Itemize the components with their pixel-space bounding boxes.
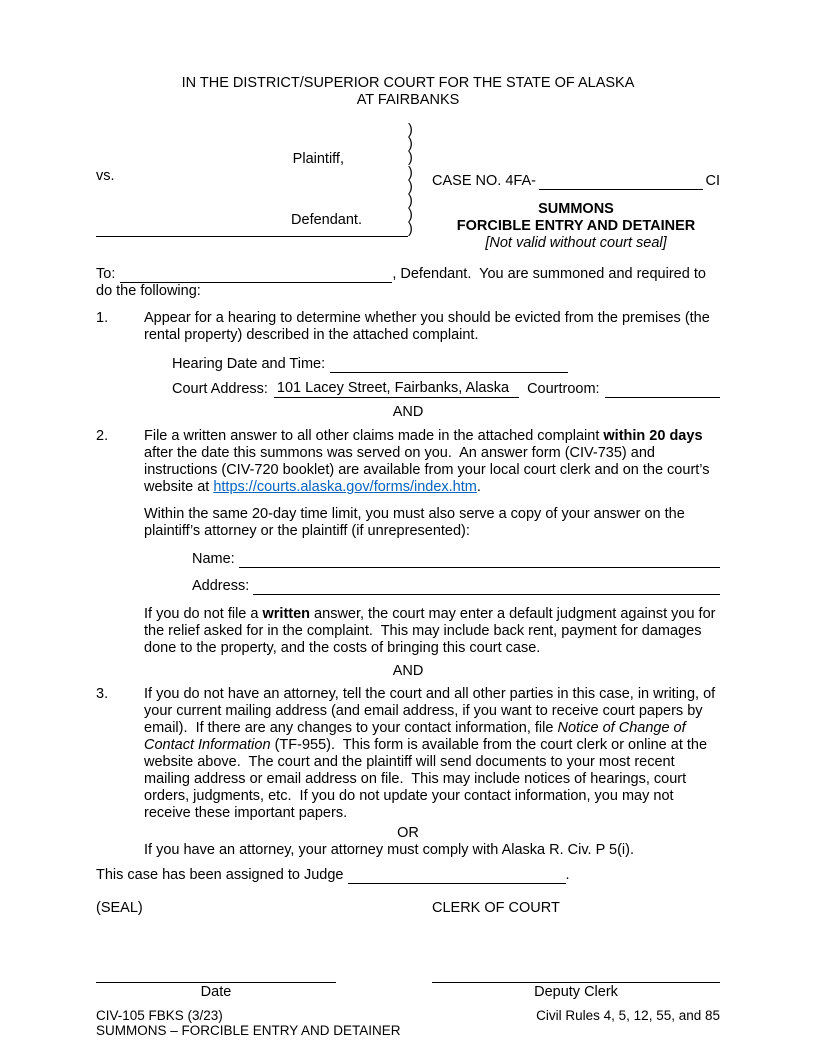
paren-glyph: ) — [408, 150, 413, 167]
item-2-number: 2. — [96, 428, 109, 444]
to-defendant-line — [96, 266, 720, 300]
judge-line-text: This case has been assigned to Judge — [96, 867, 348, 883]
item-3-number: 3. — [96, 686, 109, 702]
caption-paren-divider — [408, 123, 424, 252]
signature-row — [96, 982, 720, 1001]
summons-item-1 — [96, 310, 720, 398]
form-title: SUMMONS – FORCIBLE ENTRY AND DETAINER — [96, 1023, 401, 1038]
date-signature-line — [96, 982, 336, 1001]
caption-right-column — [424, 123, 720, 252]
summons-item-3 — [96, 686, 720, 822]
summons-item-2 — [96, 428, 720, 657]
seal-clerk-row — [96, 900, 720, 917]
deputy-clerk-label: Deputy Clerk — [534, 984, 618, 1000]
item-2-text — [144, 428, 720, 496]
defendant-name-blank — [120, 267, 392, 283]
item-1-text: Appear for a hearing to determine whether you should be evicted from the premises (the rental property) described in the attached complaint. — [144, 310, 714, 343]
hearing-date-row — [172, 356, 720, 373]
item-3-text-1: If you do not have an attorney, tell the court and all other parties in this case, in writing, of your current mailing address (and email address, if you want to receive court papers by email). If there are any changes to your contact information, file — [144, 686, 720, 736]
date-label: Date — [200, 984, 232, 1000]
form-meta-row — [96, 1008, 720, 1023]
case-number-suffix: CI — [705, 173, 720, 189]
case-number-row — [432, 173, 720, 190]
default-judgment-paragraph — [144, 606, 720, 657]
and-divider-1: AND — [392, 404, 424, 420]
civil-rules-reference: Civil Rules 4, 5, 12, 55, and 85 — [536, 1008, 720, 1023]
item-3-text — [144, 686, 720, 822]
document-subtitle: FORCIBLE ENTRY AND DETAINER — [456, 218, 696, 234]
and-divider-2: AND — [392, 663, 424, 679]
attorney-compliance-line: If you have an attorney, your attorney must comply with Alaska R. Civ. P 5(i). — [144, 842, 634, 858]
default-text-1: If you do not file a — [144, 606, 263, 622]
answer-address-row — [192, 578, 720, 595]
answer-address-blank — [253, 579, 720, 595]
court-address-value: 101 Lacey Street, Fairbanks, Alaska — [274, 380, 519, 398]
judge-name-blank — [348, 868, 566, 884]
or-divider: OR — [397, 825, 419, 841]
case-number-blank — [539, 174, 703, 190]
serve-answer-paragraph: Within the same 20-day time limit, you must also serve a copy of your answer on the plaintiff’s attorney or the plaintiff (if unrepresented): — [144, 506, 689, 539]
default-text-2: answer, the court may enter a default judgment against you for the relief asked for in the complaint. This may include back rent, payment for damages done to the property, and the costs of bringing this court case. — [144, 606, 720, 656]
answer-name-blank — [239, 552, 720, 568]
document-title: SUMMONS — [538, 201, 614, 217]
item-1-number: 1. — [96, 310, 109, 326]
paren-glyph: ) — [408, 221, 413, 238]
answer-address-label: Address: — [192, 578, 250, 594]
deputy-clerk-signature-line — [432, 982, 720, 1001]
courtroom-label: Courtroom: — [527, 381, 600, 397]
item-2-text-3: . — [476, 479, 481, 495]
court-address-row — [172, 380, 720, 398]
judge-assignment-line — [96, 867, 720, 884]
paren-glyph: ) — [408, 207, 413, 224]
clerk-of-court-label: CLERK OF COURT — [432, 900, 560, 916]
plaintiff-label: Plaintiff, — [292, 151, 344, 167]
court-header — [96, 75, 720, 109]
hearing-date-label: Hearing Date and Time: — [172, 356, 326, 372]
court-address-label: Court Address: — [172, 381, 268, 397]
court-location: AT FAIRBANKS — [356, 92, 460, 108]
defendant-label: Defendant. — [291, 212, 362, 228]
item-2-text-1: File a written answer to all other claims made in the attached complaint — [144, 428, 604, 444]
written-emphasis: written — [262, 606, 311, 622]
caption-parties — [96, 123, 408, 237]
to-label: To: — [96, 266, 116, 282]
courtroom-blank — [605, 382, 720, 398]
paren-glyph: ) — [408, 136, 413, 153]
court-forms-link[interactable]: https://courts.alaska.gov/forms/index.htm — [213, 479, 477, 495]
item-3-text-2: (TF-955). This form is available from the court clerk or online at the website above. The court and the plaintiff will send documents to your most recent mailing address or email address on file. This may include notices of hearings, court orders, judgments, etc. If you do not update your contact information, you may not receive these important papers. — [144, 737, 712, 821]
vs-label: vs. — [96, 168, 115, 184]
judge-line-period: . — [565, 867, 570, 883]
notice-of-change-title: Notice of Change of Contact Information — [144, 720, 690, 753]
seal-placeholder: (SEAL) — [96, 900, 143, 916]
document-title-block — [432, 201, 720, 252]
within-20-days-emphasis: within 20 days — [603, 428, 703, 444]
signature-gap — [336, 982, 432, 1001]
paren-glyph: ) — [408, 193, 413, 210]
form-number: CIV-105 FBKS (3/23) — [96, 1008, 223, 1023]
case-number-label: CASE NO. 4FA- — [432, 173, 536, 189]
signature-footer — [96, 982, 720, 1038]
paren-glyph: ) — [408, 164, 413, 181]
paren-glyph: ) — [408, 178, 413, 195]
answer-name-row — [192, 551, 720, 568]
case-caption — [96, 123, 720, 252]
seal-validity-note: [Not valid without court seal] — [485, 235, 667, 251]
paren-glyph: ) — [408, 122, 413, 138]
item-2-text-2: after the date this summons was served on you. An answer form (CIV-735) and instructions (CIV-720 booklet) are available from your local court clerk and on the court’s website at — [144, 428, 714, 495]
to-line-text: , Defendant. You are summoned and required to do the following: — [96, 266, 710, 299]
answer-name-label: Name: — [192, 551, 235, 567]
court-name: IN THE DISTRICT/SUPERIOR COURT FOR THE STATE OF ALASKA — [181, 75, 635, 91]
hearing-datetime-blank — [330, 357, 568, 373]
